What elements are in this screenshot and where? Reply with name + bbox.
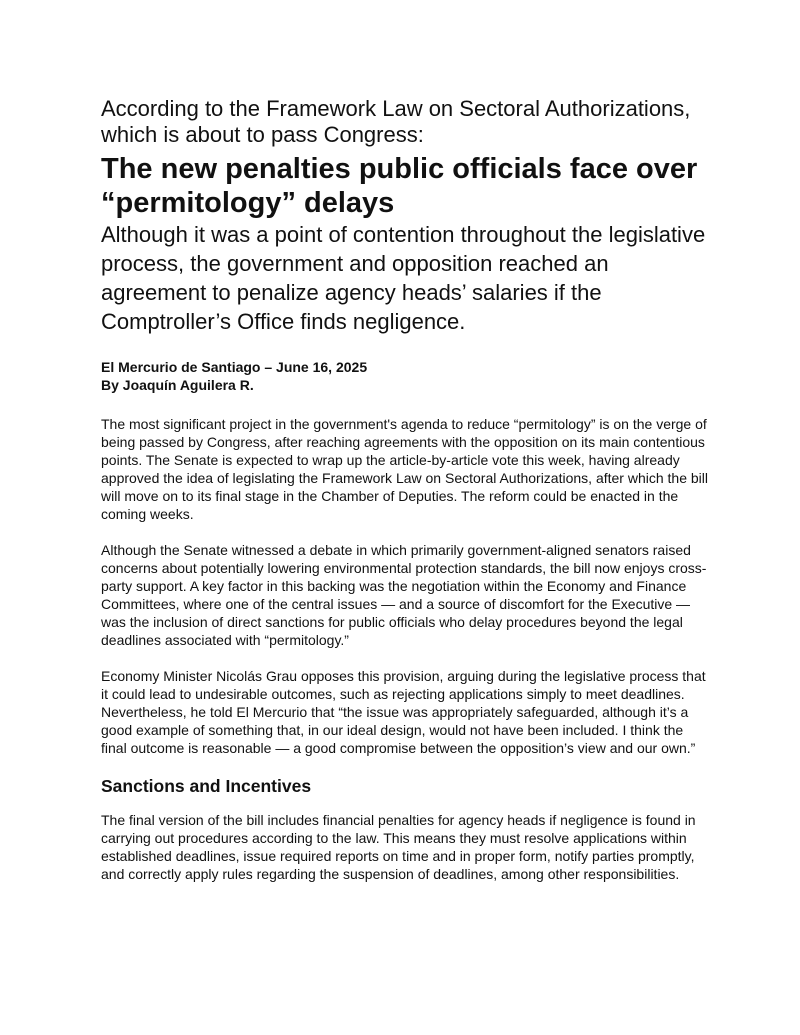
body-paragraph: Although the Senate witnessed a debate in which primarily government-aligned senators raised concerns about potentially lowering environmental protection standards, the bill now enjoys cross-party support. A key factor in this backing was the negotiation within the Economy and Finance Committees, where one of the central issues — and a source of discomfort for the Executive — was the inclusion of direct sanctions for public officials who delay procedures beyond the legal deadlines associated with “permitology.” <box>101 542 707 648</box>
article-headline: The new penalties public officials face over “permitology” delays <box>101 153 698 219</box>
body-paragraph: The final version of the bill includes financial penalties for agency heads if negligence is found in carrying out procedures according to the law. This means they must resolve applications within established deadlines, issue required reports on time and in proper form, notify parties promptly, and correctly apply rules regarding the suspension of deadlines, among other responsibilities. <box>101 812 696 882</box>
section-heading: Sanctions and Incentives <box>101 776 312 796</box>
source-line: El Mercurio de Santiago – June 16, 2025 <box>101 359 368 375</box>
body-paragraph: Economy Minister Nicolás Grau opposes this provision, arguing during the legislative process that it could lead to undesirable outcomes, such as rejecting applications simply to meet deadlines. Nevertheless, he told El Mercurio that “the issue was appropriately safeguarded, although it’s a good example of something that, in our ideal design, would not have been included. I think the final outcome is reasonable — a good compromise between the opposition’s view and our own.” <box>101 668 706 756</box>
article-dek: Although it was a point of contention throughout the legislative process, the government and opposition reached an agreement to penalize agency heads’ salaries if the Comptroller’s Office finds negligence. <box>101 222 706 334</box>
author-line: By Joaquín Aguilera R. <box>101 377 254 393</box>
article-body <box>101 415 711 883</box>
byline <box>101 358 711 394</box>
article-kicker: According to the Framework Law on Sectoral Authorizations, which is about to pass Congress: <box>101 96 691 147</box>
body-paragraph: The most significant project in the government's agenda to reduce “permitology” is on the verge of being passed by Congress, after reaching agreements with the opposition on its main contentious points. The Senate is expected to wrap up the article-by-article vote this week, having already approved the idea of legislating the Framework Law on Sectoral Authorizations, after which the bill will move on to its final stage in the Chamber of Deputies. The reform could be enacted in the coming weeks. <box>101 416 709 522</box>
article <box>101 96 711 901</box>
